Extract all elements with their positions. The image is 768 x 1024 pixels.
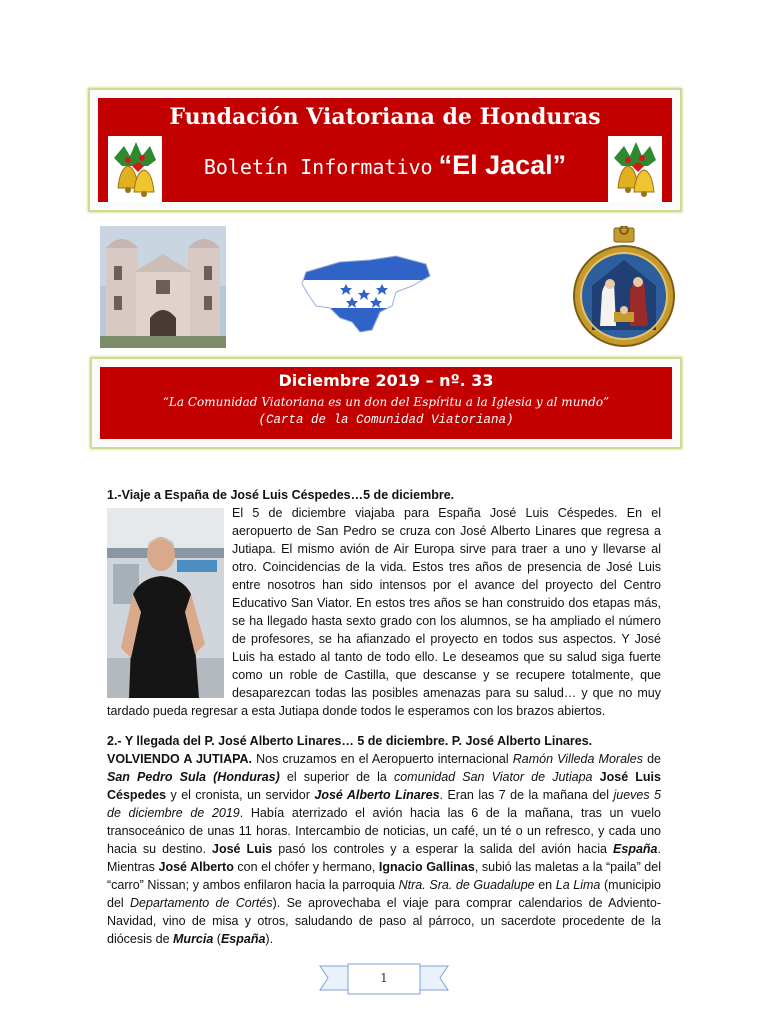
issue-motto: “La Comunidad Viatoriana es un don del Espíritu a la Iglesia y al mundo” xyxy=(162,395,610,409)
article-body xyxy=(107,486,661,948)
article-1-paragraph: El 5 de diciembre viajaba para España José Luis Céspedes. En el aeropuerto de San Pedro se cruza con José Alberto Linares que regresa a Jutiapa. El mismo avión de Air Europa sirve para traer a uno y llevarse al otro. Coincidencias de la vida. Estos tres años de presencia de José Luis entre nosotros han sido intensos por el avance del proyecto del Centro Educativo San Viator. En estos tres años se han construido dos etapas más, se ha llegado hasta sexto grado con los alumnos, se ha ampliado el número de profesores, se ha afianzado el proyecto en todos sus aspectos. Y José Luis ha estado al tanto de todo ello. Le deseamos que su salud siga fuerte como un roble de Castilla, que descanse y se recupere totalmente, que desaparezcan todas las posibles amenazas para su salud… y que no muy tardado pueda regresar a esta Jutiapa donde todos le esperamos con los brazos abiertos. xyxy=(107,506,661,718)
text-run: Nos cruzamos en el Aeropuerto internacional xyxy=(252,752,513,766)
issue-subtitle: (Carta de la Comunidad Viatoriana) xyxy=(258,413,514,427)
christmas-bells-icon xyxy=(608,136,662,202)
text-run: y el cronista, un servidor xyxy=(166,788,315,802)
text-run: . Mientras xyxy=(107,842,661,874)
text-run: ). Se aprovechaba el viaje para comprar calendarios de Adviento-Navidad, vino de misa y otros, saludando de paso al párroco, un sacerdote procedente de la diócesis de xyxy=(107,896,661,946)
text-run: ). xyxy=(265,932,274,946)
text-run: España xyxy=(220,932,266,946)
man-in-airport-photo xyxy=(107,508,224,698)
bulletin-title-line xyxy=(98,150,672,181)
article-2-text xyxy=(107,750,661,948)
bulletin-label: Boletín Informativo xyxy=(203,155,433,179)
text-run: Ramón Villeda Morales xyxy=(512,752,644,766)
header-banner xyxy=(88,88,682,212)
text-run: . Eran las 7 de la mañana del xyxy=(439,788,614,802)
article-1-photo xyxy=(107,508,224,698)
church-image xyxy=(100,226,226,348)
issue-banner xyxy=(90,357,682,449)
issue-date-title: Diciembre 2019 – nº. 33 xyxy=(278,371,494,390)
article-1-heading: 1.-Viaje a España de José Luis Céspedes…5 de diciembre. xyxy=(107,488,455,502)
organization-title: Fundación Viatoriana de Honduras xyxy=(169,104,601,130)
text-run: San Pedro Sula (Honduras) xyxy=(107,770,280,784)
text-run: Ntra. Sra. de Guadalupe xyxy=(398,878,535,892)
text-run: , subió las maletas a la “paila” del “carro” Nissan; y ambos enfilaron hacia la parroquia xyxy=(107,860,661,892)
text-run: José Luis Céspedes xyxy=(107,770,661,802)
bulletin-name: “El Jacal” xyxy=(438,150,567,180)
text-run: España xyxy=(613,842,658,856)
text-run xyxy=(593,770,600,784)
christmas-bells-icon xyxy=(108,136,162,202)
text-run: en xyxy=(534,878,556,892)
article-2-lead: VOLVIENDO A JUTIAPA. xyxy=(107,752,253,766)
text-run: ( xyxy=(213,932,221,946)
nativity-ornament xyxy=(572,226,676,350)
text-run: pasó los controles y a esperar la salida del avión hacia xyxy=(272,842,614,856)
text-run: el superior de la xyxy=(279,770,394,784)
text-run: José Luis xyxy=(212,842,273,856)
text-run: Ignacio Gallinas xyxy=(378,860,475,874)
honduras-flag-map xyxy=(300,252,432,336)
article-2-heading: 2.- Y llegada del P. José Alberto Linares… 5 de diciembre. P. José Alberto Linares. xyxy=(107,734,593,748)
issue-red-panel xyxy=(100,367,672,439)
text-run: José Alberto xyxy=(158,860,234,874)
header-red-panel xyxy=(98,98,672,202)
text-run: de xyxy=(643,752,662,766)
text-run: Murcia xyxy=(173,932,214,946)
text-run: José Alberto Linares xyxy=(314,788,440,802)
text-run: . Había aterrizado el avión hacia las 6 de la mañana, tras un vuelo transoceánico de unas 11 horas. Intercambio de noticias, un café, un té o un refresco, y cada uno hacia su destino. xyxy=(107,806,661,856)
article-1-text xyxy=(107,504,661,720)
page-number: 1 xyxy=(380,971,388,985)
text-run: Departamento de Cortés xyxy=(130,896,273,910)
text-run: La Lima xyxy=(555,878,601,892)
text-run: jueves 5 de diciembre de 2019 xyxy=(107,788,662,820)
text-run: con el chófer y hermano, xyxy=(233,860,379,874)
text-run: (municipio del xyxy=(107,878,661,910)
text-run: comunidad San Viator de Jutiapa xyxy=(393,770,593,784)
